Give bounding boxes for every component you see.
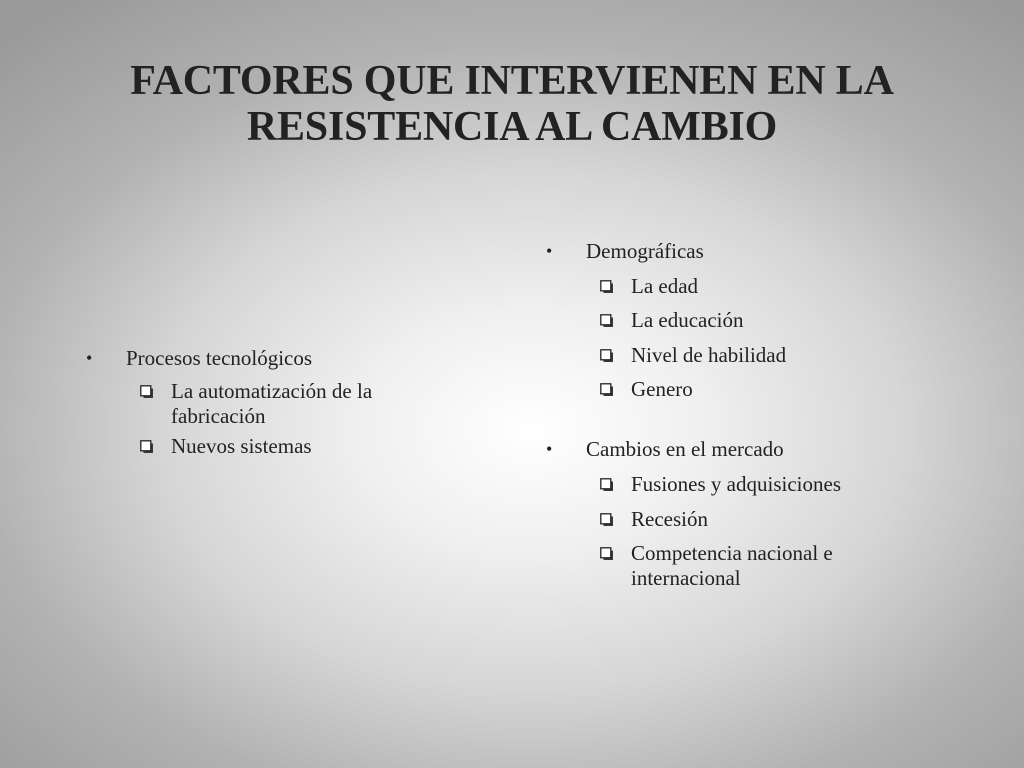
- checkbox-icon: [140, 385, 154, 399]
- list-item-text: Nuevos sistemas: [171, 434, 312, 458]
- sub-list: [586, 472, 946, 591]
- group-label: Cambios en el mercado: [586, 437, 784, 462]
- list-item-text: Fusiones y adquisiciones: [631, 471, 841, 496]
- checkbox-icon: [600, 547, 614, 561]
- list-item: [586, 472, 946, 497]
- bullet-group-procesos: [86, 346, 446, 459]
- bullet-dot-icon: •: [86, 348, 93, 368]
- sub-list: [586, 274, 946, 403]
- list-item-text: La automatización de la fabricación: [171, 379, 373, 428]
- group-label: Procesos tecnológicos: [126, 346, 313, 370]
- right-column: [546, 239, 946, 591]
- left-column: [86, 346, 446, 459]
- list-item: [586, 308, 946, 333]
- list-item: [586, 507, 946, 532]
- list-item: [586, 274, 946, 299]
- checkbox-icon: [600, 280, 614, 294]
- checkbox-icon: [140, 440, 154, 454]
- title-line-2: RESISTENCIA AL CAMBIO: [246, 104, 778, 150]
- list-item: [586, 343, 946, 368]
- bullet-group-demograficas: [546, 239, 946, 402]
- checkbox-icon: [600, 349, 614, 363]
- list-item: [126, 434, 446, 459]
- checkbox-icon: [600, 383, 614, 397]
- checkbox-icon: [600, 314, 614, 328]
- slide-title: [40, 58, 984, 150]
- checkbox-icon: [600, 478, 614, 492]
- bullet-dot-icon: •: [546, 241, 553, 261]
- list-item: [126, 379, 446, 429]
- list-item-text: Competencia nacional e internacional: [631, 541, 833, 591]
- title-line-1: FACTORES QUE INTERVIENEN EN LA: [130, 58, 894, 104]
- bullet-dot-icon: •: [546, 439, 553, 460]
- list-item-text: Genero: [631, 377, 693, 402]
- sub-list: [126, 379, 446, 459]
- list-item-text: La educación: [631, 308, 744, 333]
- list-item-text: Recesión: [631, 506, 708, 531]
- spacer: [546, 402, 946, 437]
- list-item-text: La edad: [631, 273, 699, 298]
- list-item-text: Nivel de habilidad: [631, 342, 787, 367]
- list-item: [586, 541, 946, 591]
- group-label: Demográficas: [586, 239, 704, 263]
- checkbox-icon: [600, 513, 614, 527]
- bullet-group-cambios-mercado: [546, 437, 946, 591]
- list-item: [586, 377, 946, 402]
